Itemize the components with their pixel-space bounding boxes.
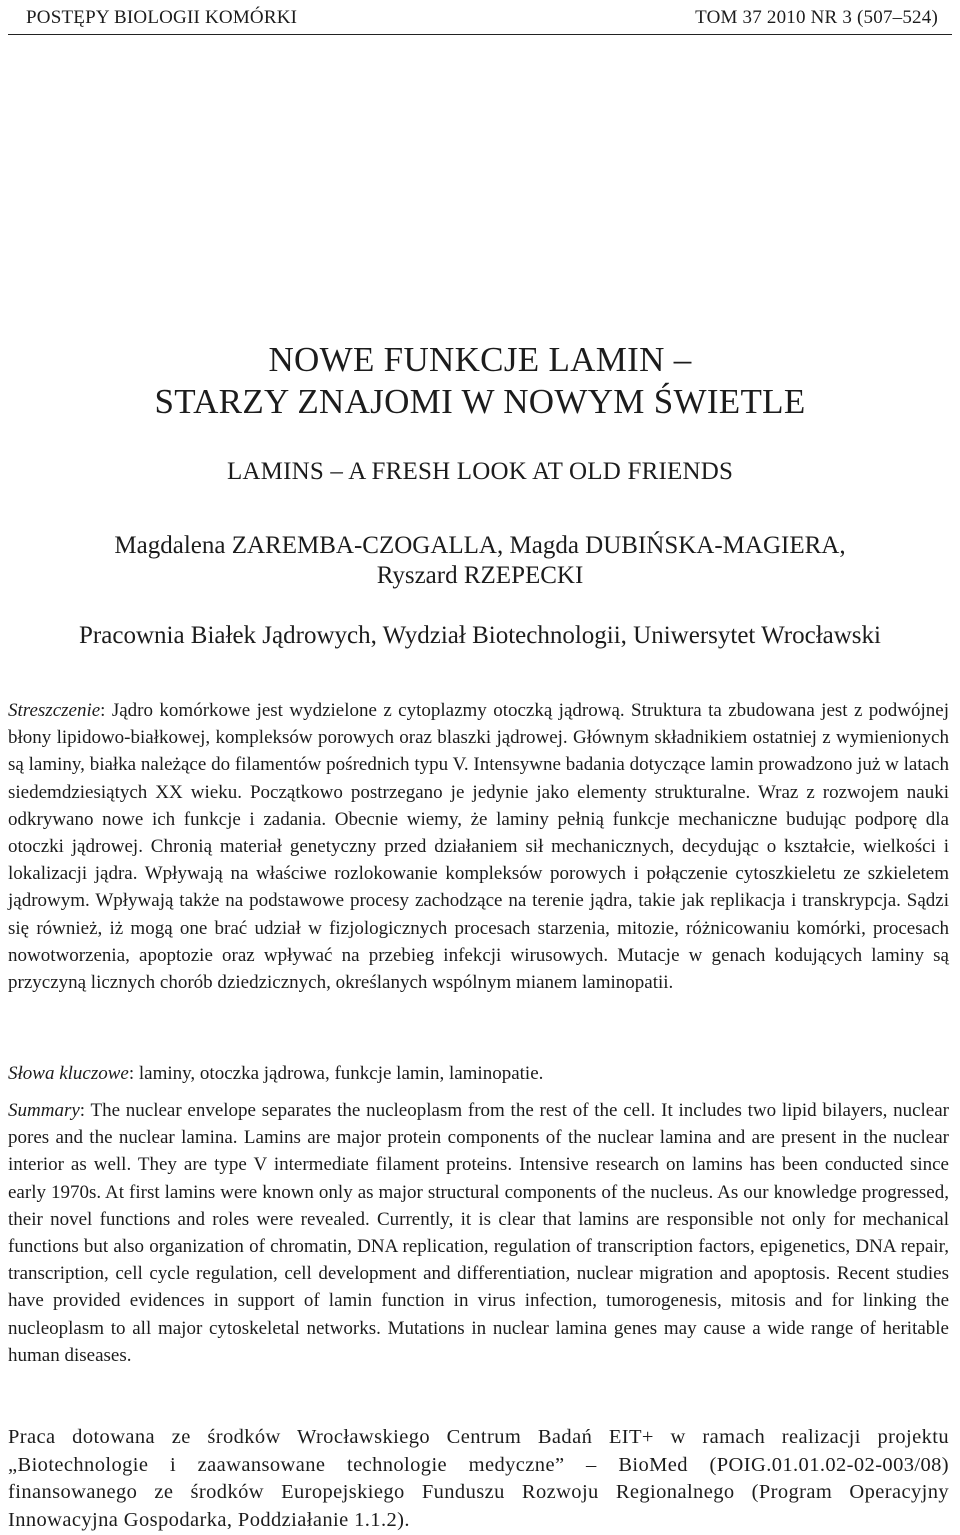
authors [0, 531, 960, 591]
running-header [8, 4, 952, 35]
journal-name: POSTĘPY BIOLOGII KOMÓRKI [26, 7, 298, 28]
keywords: Słowa kluczowe: laminy, otoczka jądrowa, funkcje lamin, laminopatie. [8, 1063, 544, 1084]
abstract-english-label: Summary [8, 1100, 80, 1121]
affiliation: Pracownia Białek Jądrowych, Wydział Biotechnologii, Uniwersytet Wrocławski [79, 622, 881, 649]
abstract-polish-label: Streszczenie [8, 700, 101, 721]
abstract-english-text: The nuclear envelope separates the nucleoplasm from the rest of the cell. It includes two lipid bilayers, nuclear pores and the nuclear lamina. Lamins are major protein components of the nuclear lamina and are present in the nuclear interior as well. They are type V intermediate filament proteins. Intensive research on lamins has been conducted since early 1970s. At first lamins were known only as major structural components of the nucleus. As our knowledge progressed, their novel functions and roles were revealed. Currently, it is clear that lamins are responsible not only for mechanical functions but also organization of chromatin, DNA replication, regulation of transcription factors, epigenetics, DNA repair, transcription, cell cycle regulation, cell development and differentiation, nuclear migration and apoptosis. Recent studies have provided evidences in support of lamin function in virus infection, tumorogenesis, mitosis and for linking the nucleoplasm to all major cytoskeletal networks. Mutations in nuclear lamina genes may cause a wide range of heritable human diseases. [8, 1100, 949, 1366]
english-title: LAMINS – A FRESH LOOK AT OLD FRIENDS [226, 458, 734, 485]
keywords-text: laminy, otoczka jądrowa, funkcje lamin, laminopatie. [138, 1063, 544, 1084]
volume-info: TOM 37 2010 NR 3 (507–524) [695, 7, 938, 28]
funding-note: Praca dotowana ze środków Wrocławskiego Centrum Badań EIT+ w ramach realizacji projektu „Biotechnologie i zaawansowane technologie medyczne” – BioMed (POIG.01.01.02-02-003/08) finansowanego ze środków Europejskiego Funduszu Rozwoju Regionalnego (Program Operacyjny Innowacyjna Gospodarka, Poddziałanie 1.1.2). [8, 1426, 949, 1531]
abstract-polish-text: Jądro komórkowe jest wydzielone z cytoplazmy otoczką jądrową. Struktura ta zbudowana jest z podwójnej błony lipidowo-białkowej, kompleksów porowych oraz blaszki jądrowej. Głównym składnikiem ostatniej z wymienionych są laminy, białka należące do filamentów pośrednich typu V. Intensywne badania dotyczące lamin prowadzono już w latach siedemdziesiątych XX wieku. Początkowo postrzegano je jedynie jako elementy strukturalne. Wraz z rozwojem nauki odkrywano nowe ich funkcje i zadania. Obecnie wiemy, że laminy pełnią funkcje mechaniczne budując podporę dla otoczki jądrowej. Chronią materiał genetyczny przed działaniem sił mechanicznych, decydując o kształcie, wielkości i lokalizacji jądra. Wpływają na właściwe rozlokowanie kompleksów porowych i połączenie cytoszkieletu ze szkieletem jądrowym. Wpływają także na podstawowe procesy zachodzące na terenie jądra, takie jak replikacja i transkrypcja. Sądzi się również, iż mogą one brać udział w fizjologicznych procesach starzenia, mitozie, różnicowaniu komórki, procesach nowotworzenia, apoptozie oraz wpływać na przebieg infekcji wirusowych. Mutacje w genach kodujących laminy są przyczyną licznych chorób dziedzicznych, określanych wspólnym mianem laminopatii. [8, 700, 949, 994]
authors-line-2: Ryszard RZEPECKI [376, 562, 584, 589]
abstract-english: Summary: The nuclear envelope separates the nucleoplasm from the rest of the cell. It includes two lipid bilayers, nuclear pores and the nuclear lamina. Lamins are major protein components of the nuclear lamina and are present in the nuclear interior as well. They are type V intermediate filament proteins. Intensive research on lamins has been conducted since early 1970s. At first lamins were known only as major structural components of the nucleus. As our knowledge progressed, their novel functions and roles were revealed. Currently, it is clear that lamins are responsible not only for mechanical functions but also organization of chromatin, DNA replication, regulation of transcription factors, epigenetics, DNA repair, transcription, cell cycle regulation, cell development and differentiation, nuclear migration and apoptosis. Recent studies have provided evidences in support of lamin function in virus infection, tumorogenesis, mitosis and for linking the nucleoplasm to all major cytoskeletal networks. Mutations in nuclear lamina genes may cause a wide range of heritable human diseases. [8, 1100, 949, 1366]
title-line-2: STARZY ZNAJOMI W NOWYM ŚWIETLE [154, 382, 806, 421]
abstract-polish: Streszczenie: Jądro komórkowe jest wydzielone z cytoplazmy otoczką jądrową. Struktura ta zbudowana jest z podwójnej błony lipidowo-białkowej, kompleksów porowych oraz blaszki jądrowej. Głównym składnikiem ostatniej z wymienionych są laminy, białka należące do filamentów pośrednich typu V. Intensywne badania dotyczące lamin prowadzono już w latach siedemdziesiątych XX wieku. Początkowo postrzegano je jedynie jako elementy strukturalne. Wraz z rozwojem nauki odkrywano nowe ich funkcje i zadania. Obecnie wiemy, że laminy pełnią funkcje mechaniczne budując podporę dla otoczki jądrowej. Chronią materiał genetyczny przed działaniem sił mechanicznych, decydując o kształcie, wielkości i lokalizacji jądra. Wpływają na właściwe rozlokowanie kompleksów porowych i połączenie cytoszkieletu ze szkieletem jądrowym. Wpływają także na podstawowe procesy zachodzące na terenie jądra, takie jak replikacja i transkrypcja. Sądzi się również, iż mogą one brać udział w fizjologicznych procesach starzenia, mitozie, różnicowaniu komórki, procesach nowotworzenia, apoptozie oraz wpływać na przebieg infekcji wirusowych. Mutacje w genach kodujących laminy są przyczyną licznych chorób dziedzicznych, określanych wspólnym mianem laminopatii. [8, 700, 949, 994]
keywords-label: Słowa kluczowe [8, 1063, 129, 1084]
title-line-1: NOWE FUNKCJE LAMIN – [268, 340, 692, 379]
authors-line-1: Magdalena ZAREMBA-CZOGALLA, Magda DUBIŃSKA-MAGIERA, [114, 532, 846, 559]
